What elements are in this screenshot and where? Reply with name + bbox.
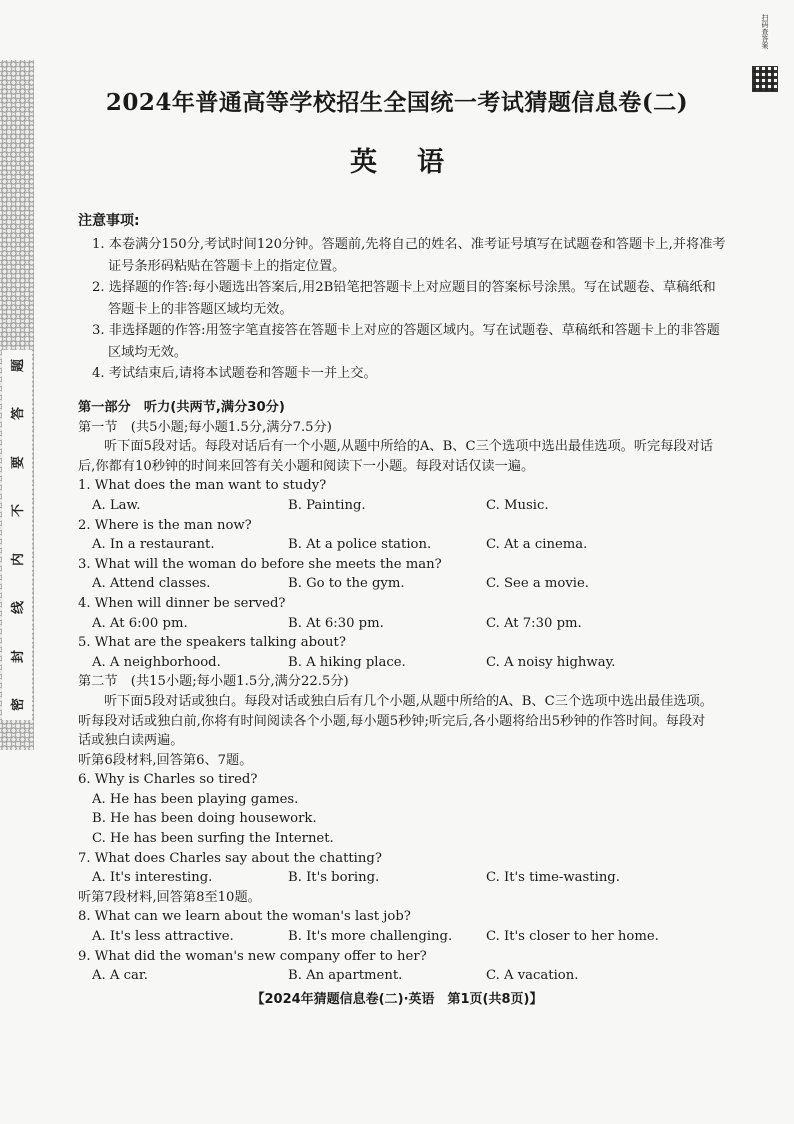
option-c: C. Music. xyxy=(486,497,549,513)
note-item: 2. 选择题的作答:每小题选出答案后,用2B铅笔把答题卡上对应题目的答案标号涂黑。写在试题卷、草稿纸和答题卡上的非答题区域均无效。 xyxy=(92,280,716,317)
question-9: 9. What did the woman's new company offer to her? xyxy=(78,948,427,964)
options-8 xyxy=(78,927,718,947)
exam-title: 2024年普通高等学校招生全国统一考试猜题信息卷(二) xyxy=(105,89,689,116)
option-a: A. He has been playing games. xyxy=(92,791,299,807)
seal-char: 线 xyxy=(11,601,27,615)
instructions-block xyxy=(78,210,728,385)
options-4 xyxy=(78,614,718,634)
seal-char: 题 xyxy=(11,358,27,373)
options-5 xyxy=(78,653,718,673)
option-b: B. Painting. xyxy=(288,497,366,513)
seal-line-notice xyxy=(2,350,32,720)
option-c: C. See a movie. xyxy=(486,576,590,592)
note-item: 4. 考试结束后,请将本试题卷和答题卡一并上交。 xyxy=(92,366,377,381)
material-7-label: 听第7段材料,回答第8至10题。 xyxy=(78,889,261,905)
seal-char: 密 xyxy=(11,697,27,711)
question-8: 8. What can we learn about the woman's last job? xyxy=(78,909,411,925)
options-3 xyxy=(78,574,718,594)
option-b: B. Go to the gym. xyxy=(288,576,405,592)
option-b: B. At a police station. xyxy=(288,537,432,553)
options-9 xyxy=(78,966,718,986)
section1-heading: 第一节 (共5小题;每小题1.5分,满分7.5分) xyxy=(78,419,332,435)
option-b: B. An apartment. xyxy=(288,968,403,984)
seal-char: 不 xyxy=(11,504,27,518)
question-4: 4. When will dinner be served? xyxy=(78,595,286,611)
seal-char: 内 xyxy=(11,552,27,566)
seal-char: 封 xyxy=(11,649,27,663)
option-c: C. At 7:30 pm. xyxy=(486,615,582,631)
option-a: A. A neighborhood. xyxy=(92,654,221,670)
option-a: A. A car. xyxy=(92,968,148,984)
question-2: 2. Where is the man now? xyxy=(78,517,252,533)
option-a: A. It's interesting. xyxy=(92,870,213,886)
question-7: 7. What does Charles say about the chatting? xyxy=(78,850,382,866)
option-c: C. It's time-wasting. xyxy=(486,870,620,886)
material-6-label: 听第6段材料,回答第6、7题。 xyxy=(78,752,253,768)
part-heading: 第一部分 听力(共两节,满分30分) xyxy=(78,400,285,415)
option-a: A. Law. xyxy=(92,497,141,513)
option-c: C. A noisy highway. xyxy=(486,654,616,670)
question-5: 5. What are the speakers talking about? xyxy=(78,635,346,651)
option-b: B. He has been doing housework. xyxy=(92,811,317,827)
option-b: B. A hiking place. xyxy=(288,654,406,670)
section2-heading: 第二节 (共15小题;每小题1.5分,满分22.5分) xyxy=(78,674,349,690)
note-item: 3. 非选择题的作答:用签字笔直接答在答题卡上对应的答题区域内。写在试题卷、草稿纸和答题卡上的非答题区域均无效。 xyxy=(92,323,720,360)
option-b: B. It's more challenging. xyxy=(288,929,453,945)
option-c: C. It's closer to her home. xyxy=(486,929,659,945)
option-a: A. Attend classes. xyxy=(92,576,211,592)
option-b: B. At 6:30 pm. xyxy=(288,615,384,631)
seal-char: 要 xyxy=(11,455,27,469)
options-7 xyxy=(78,868,718,888)
option-b: B. It's boring. xyxy=(288,870,380,886)
listening-part xyxy=(78,398,718,986)
section1-instructions: 听下面5段对话。每段对话后有一个小题,从题中所给的A、B、C三个选项中选出最佳选项。听完每段对话后,你都有10秒钟的时间来回答有关小题和阅读下一小题。每段对话仅读一遍。 xyxy=(78,439,713,474)
subject-title: 英语 xyxy=(350,147,484,178)
option-c: C. At a cinema. xyxy=(486,537,588,553)
options-2 xyxy=(78,535,718,555)
notes-heading: 注意事项: xyxy=(78,213,140,229)
question-1: 1. What does the man want to study? xyxy=(78,478,327,494)
option-a: A. It's less attractive. xyxy=(92,929,234,945)
note-item: 1. 本卷满分150分,考试时间120分钟。答题前,先将自己的姓名、准考证号填写在试题卷和答题卡上,并将准考证号条形码粘贴在答题卡上的指定位置。 xyxy=(92,237,726,274)
question-6: 6. Why is Charles so tired? xyxy=(78,772,258,788)
section2-instructions: 听下面5段对话或独白。每段对话或独白后有几个小题,从题中所给的A、B、C三个选项中选出最佳选项。听每段对话或独白前,你将有时间阅读各个小题,每小题5秒钟;听完后,各小题将给出5秒钟的作答时间。每段对话或独白读两遍。 xyxy=(78,693,713,749)
option-c: C. He has been surfing the Internet. xyxy=(92,831,334,847)
option-c: C. A vacation. xyxy=(486,968,579,984)
question-3: 3. What will the woman do before she meets the man? xyxy=(78,556,442,572)
option-a: A. In a restaurant. xyxy=(92,537,215,553)
seal-char: 答 xyxy=(11,407,27,421)
options-1 xyxy=(78,496,718,516)
option-a: A. At 6:00 pm. xyxy=(92,615,188,631)
page-footer: 【2024年猜题信息卷(二)·英语 第1页(共8页)】 xyxy=(251,992,543,1007)
qr-caption: 扫码查答案 xyxy=(761,14,769,49)
